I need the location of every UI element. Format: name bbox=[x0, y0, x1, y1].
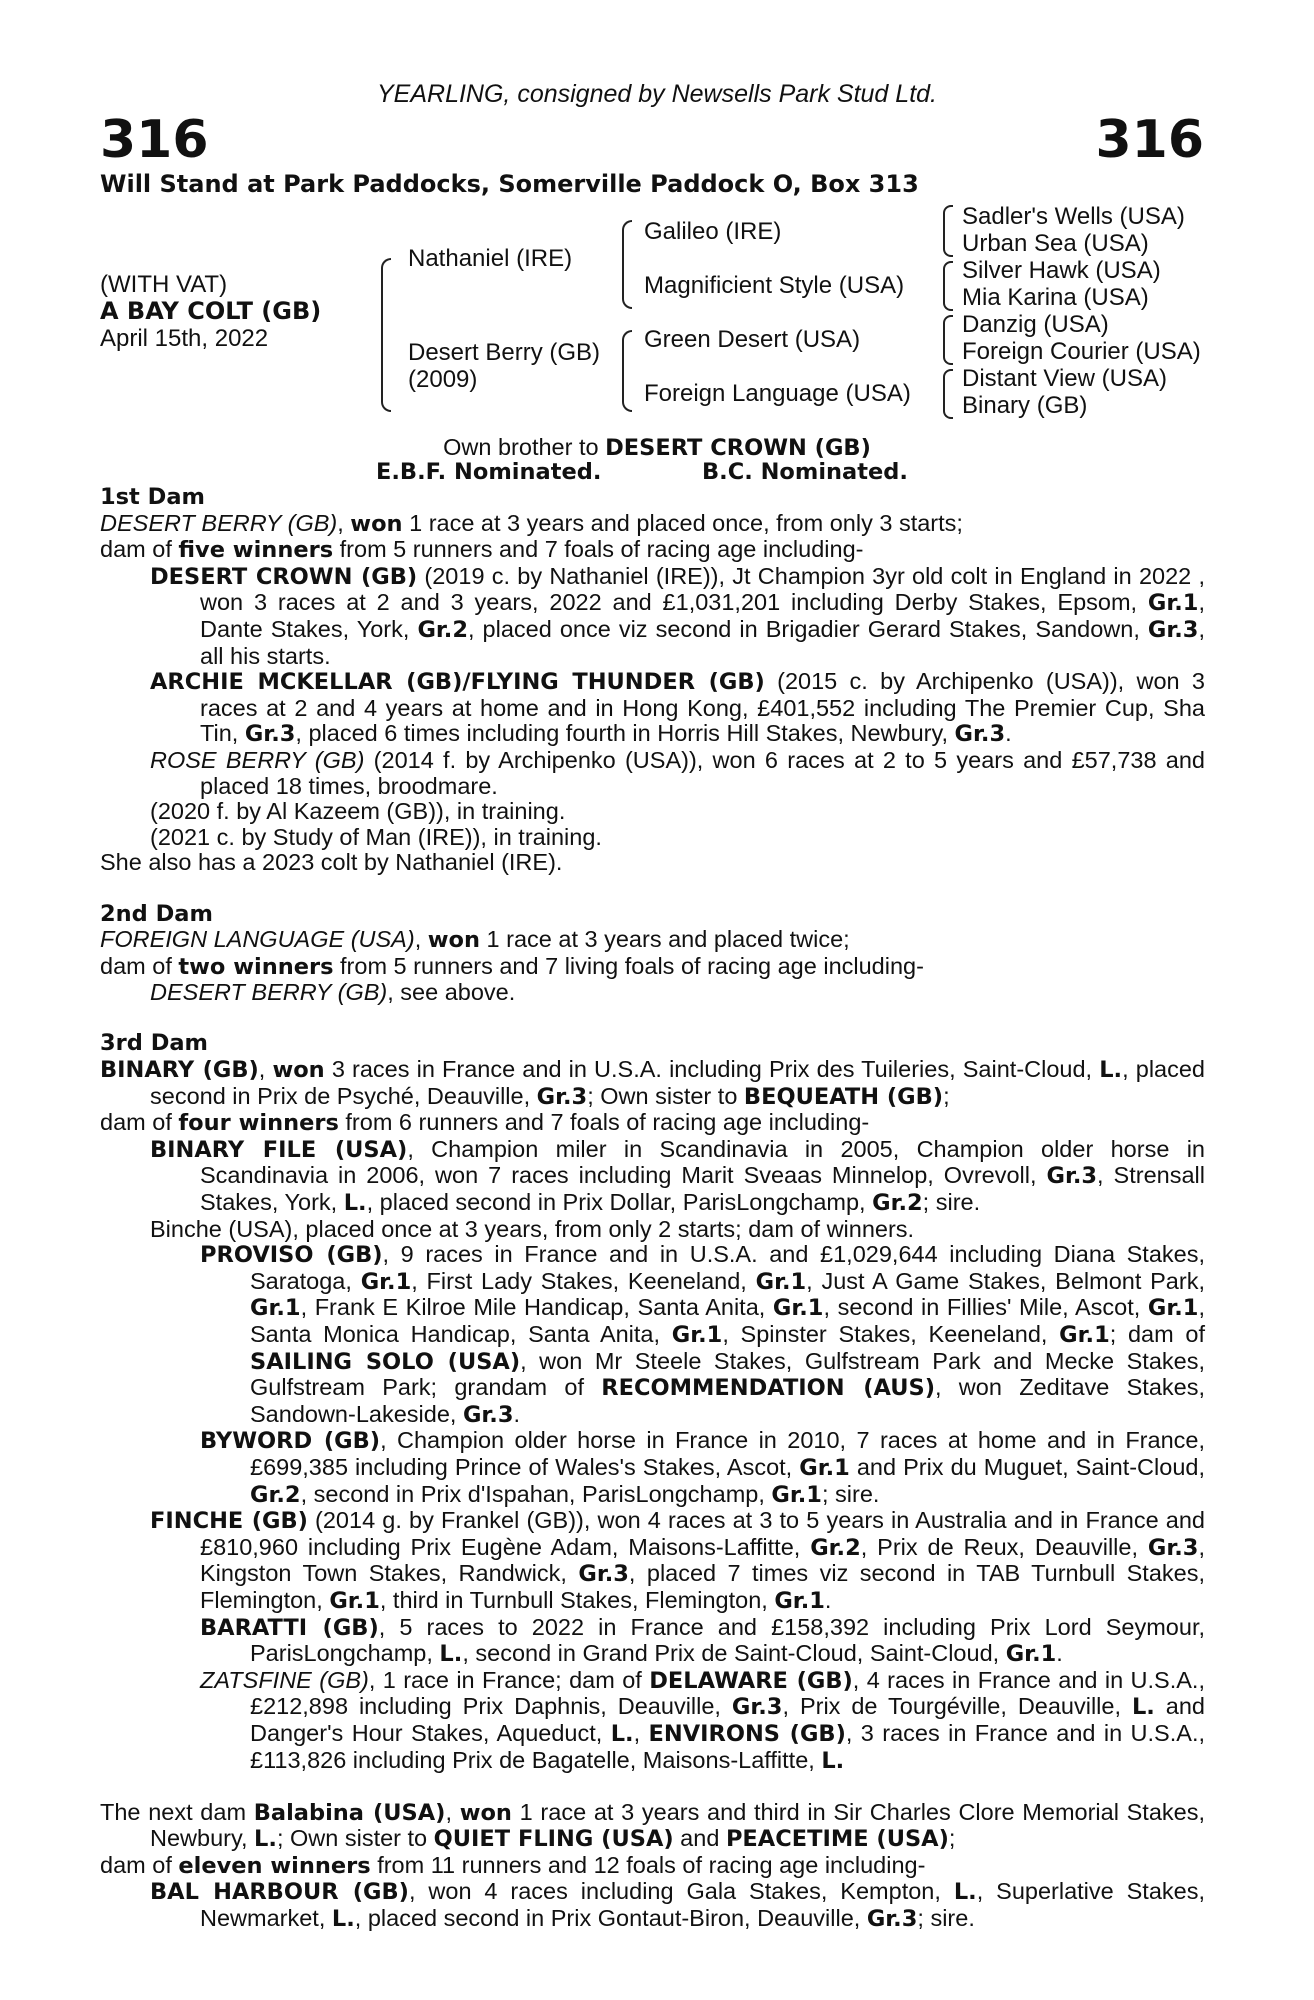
dam2-heading: 2nd Dam bbox=[100, 900, 213, 927]
produce-bal-harbour: BAL HARBOUR (GB), won 4 races including Gala Stakes, Kempton, L., Superlative Stakes, Newmarket, L., placed second in Prix Gontaut-Biron, Deauville, Gr.3; sire. bbox=[150, 1878, 1205, 1933]
produce-baratti: BARATTI (GB), 5 races to 2022 in France and £158,392 including Prix Lord Seymour, ParisLongchamp, L., second in Grand Prix de Saint-Cloud, Saint-Cloud, Gr.1. bbox=[200, 1613, 1206, 1668]
produce-desert-crown: DESERT CROWN (GB) (2019 c. by Nathaniel (IRE)), Jt Champion 3yr old colt in England in 2022 , won 3 races at 2 and 3 years, 2022 and £1,031,201 including Derby Stakes, Epsom, Gr.1, Dante Stakes, York, Gr.2, placed once viz second in Brigadier Gerard Stakes, Sandown, Gr.3, all his starts. bbox=[150, 562, 1205, 669]
dam3-line-2: dam of four winners from 6 runners and 7 foals of racing age including- bbox=[100, 1109, 870, 1137]
dam-dam: Foreign Language (USA) bbox=[644, 380, 911, 407]
ebf-nominated: E.B.F. Nominated. bbox=[376, 459, 602, 485]
stand-location: Will Stand at Park Paddocks, Somerville Paddock O, Box 313 bbox=[100, 170, 919, 198]
bc-nominated: B.C. Nominated. bbox=[702, 459, 908, 485]
produce-zatsfine: ZATSFINE (GB), 1 race in France; dam of DELAWARE (GB), 4 races in France and in U.S.A., £212,898 including Prix Daphnis, Deauville, Gr.3, Prix de Tourgéville, Deauville, L. and Danger's Hour Stakes, Aqueduct, L., ENVIRONS (GB), 3 races in France and in U.S.A., £113,826 including Prix de Bagatelle, Maisons-Laffitte, L. bbox=[200, 1666, 1205, 1774]
dam1-line-1: DESERT BERRY (GB), won 1 race at 3 years and placed once, from only 3 starts; bbox=[100, 509, 963, 537]
ancestor-3: Silver Hawk (USA) bbox=[962, 257, 1161, 284]
produce-proviso: PROVISO (GB), 9 races in France and in U.S.A. and £1,029,644 including Diana Stakes, Saratoga, Gr.1, First Lady Stakes, Keeneland, Gr.1, Just A Game Stakes, Belmont Park, Gr.1, Frank E Kilroe Mile Handicap, Santa Anita, Gr.1, second in Fillies' Mile, Ascot, Gr.1, Santa Monica Handicap, Santa Anita, Gr.1, Spinster Stakes, Keeneland, Gr.1; dam of SAILING SOLO (USA), won Mr Steele Stakes, Gulfstream Park and Mecke Stakes, Gulfstream Park; grandam of RECOMMENDATION (AUS), won Zeditave Stakes, Sandown-Lakeside, Gr.3. bbox=[200, 1241, 1206, 1428]
dam-sire: Green Desert (USA) bbox=[644, 326, 861, 353]
sire-name: Nathaniel (IRE) bbox=[408, 245, 573, 272]
pedigree-brace-1 bbox=[381, 258, 391, 412]
produce-byword: BYWORD (GB), Champion older horse in France in 2010, 7 races at home and in France, £699,385 including Prince of Wales's Stakes, Ascot, Gr.1 and Prix du Muguet, Saint-Cloud, Gr.2, second in Prix d'Ispahan, ParisLongchamp, Gr.1; sire. bbox=[200, 1427, 1205, 1508]
dam3-line-1: BINARY (GB), won 3 races in France and in U.S.A. including Prix des Tuileries, Saint-Cloud, L., placed second in Prix de Psyché, Deauville, Gr.3; Own sister to BEQUEATH (GB); bbox=[100, 1056, 1205, 1110]
produce-2020: (2020 f. by Al Kazeem (GB)), in training. bbox=[150, 798, 566, 825]
sire-dam: Magnificient Style (USA) bbox=[644, 272, 905, 299]
dam3-heading: 3rd Dam bbox=[100, 1030, 208, 1057]
dam2-line-2: dam of two winners from 5 runners and 7 living foals of racing age including- bbox=[100, 952, 924, 980]
vat-label: (WITH VAT) bbox=[100, 271, 228, 298]
foaling-date: April 15th, 2022 bbox=[100, 325, 269, 352]
pedigree-brace-3a bbox=[943, 205, 953, 257]
own-brother-name: DESERT CROWN (GB) bbox=[605, 435, 871, 461]
lot-number-right: 316 bbox=[1095, 110, 1204, 170]
dam2-line-1: FOREIGN LANGUAGE (USA), won 1 race at 3 years and placed twice; bbox=[100, 926, 850, 954]
produce-archie-mckellar: ARCHIE MCKELLAR (GB)/FLYING THUNDER (GB) (2015 c. by Archipenko (USA)), won 3 races at 2 and 4 years at home and in Hong Kong, £401,552 including The Premier Cup, Sha Tin, Gr.3, placed 6 times including fourth in Horris Hill Stakes, Newbury, Gr.3. bbox=[150, 668, 1206, 748]
produce-binche: Binche (USA), placed once at 3 years, from only 2 starts; dam of winners. bbox=[150, 1215, 915, 1242]
pedigree-brace-3c bbox=[943, 315, 953, 365]
ancestor-4: Mia Karina (USA) bbox=[962, 284, 1149, 311]
lot-number-left: 316 bbox=[100, 110, 209, 170]
ancestor-6: Foreign Courier (USA) bbox=[962, 338, 1201, 365]
pedigree-brace-2b bbox=[622, 330, 632, 412]
pedigree-brace-3b bbox=[943, 261, 953, 311]
ancestor-1: Sadler's Wells (USA) bbox=[962, 203, 1185, 230]
ancestor-7: Distant View (USA) bbox=[962, 365, 1167, 392]
own-brother-prefix: Own brother to bbox=[443, 434, 606, 460]
produce-rose-berry: ROSE BERRY (GB) (2014 f. by Archipenko (USA)), won 6 races at 2 to 5 years and £57,738 and placed 18 times, broodmare. bbox=[150, 746, 1205, 799]
own-brother-line bbox=[0, 435, 1314, 462]
dam1-line-3: She also has a 2023 colt by Nathaniel (IRE). bbox=[100, 849, 563, 876]
produce-2021: (2021 c. by Study of Man (IRE)), in training. bbox=[150, 823, 602, 850]
dam1-heading: 1st Dam bbox=[100, 484, 205, 510]
next-dam-line-2: dam of eleven winners from 11 runners and 12 foals of racing age including- bbox=[100, 1851, 926, 1879]
dam-year: (2009) bbox=[408, 366, 478, 393]
dam1-line-2: dam of five winners from 5 runners and 7 foals of racing age including- bbox=[100, 536, 864, 564]
next-dam-line-1: The next dam Balabina (USA), won 1 race at 3 years and third in Sir Charles Clore Memorial Stakes, Newbury, L.; Own sister to QUIET FLING (USA) and PEACETIME (USA); bbox=[100, 1798, 1206, 1853]
ancestor-5: Danzig (USA) bbox=[962, 311, 1109, 338]
dam2-produce: DESERT BERRY (GB), see above. bbox=[150, 979, 516, 1006]
dam-name: Desert Berry (GB) bbox=[408, 339, 601, 366]
ancestor-8: Binary (GB) bbox=[962, 392, 1088, 419]
horse-description: A BAY COLT (GB) bbox=[100, 297, 322, 325]
catalogue-body bbox=[100, 485, 1205, 1933]
pedigree-brace-3d bbox=[943, 369, 953, 419]
produce-finche: FINCHE (GB) (2014 g. by Frankel (GB)), won 4 races at 3 to 5 years in Australia and in France and £810,960 including Prix Eugène Adam, Maisons-Laffitte, Gr.2, Prix de Reux, Deauville, Gr.3, Kingston Town Stakes, Randwick, Gr.3, placed 7 times viz second in TAB Turnbull Stakes, Flemington, Gr.1, third in Turnbull Stakes, Flemington, Gr.1. bbox=[150, 1507, 1206, 1614]
produce-binary-file: BINARY FILE (USA), Champion miler in Scandinavia in 2005, Champion older horse in Scandinavia in 2006, won 7 races including Marit Sveaas Minnelop, Ovrevoll, Gr.3, Strensall Stakes, York, L., placed second in Prix Dollar, ParisLongchamp, Gr.2; sire. bbox=[150, 1135, 1205, 1217]
pedigree-brace-2a bbox=[622, 220, 632, 309]
ancestor-2: Urban Sea (USA) bbox=[962, 230, 1149, 257]
consignor-line: YEARLING, consigned by Newsells Park Stud Ltd. bbox=[377, 80, 937, 108]
sire-sire: Galileo (IRE) bbox=[644, 218, 782, 245]
